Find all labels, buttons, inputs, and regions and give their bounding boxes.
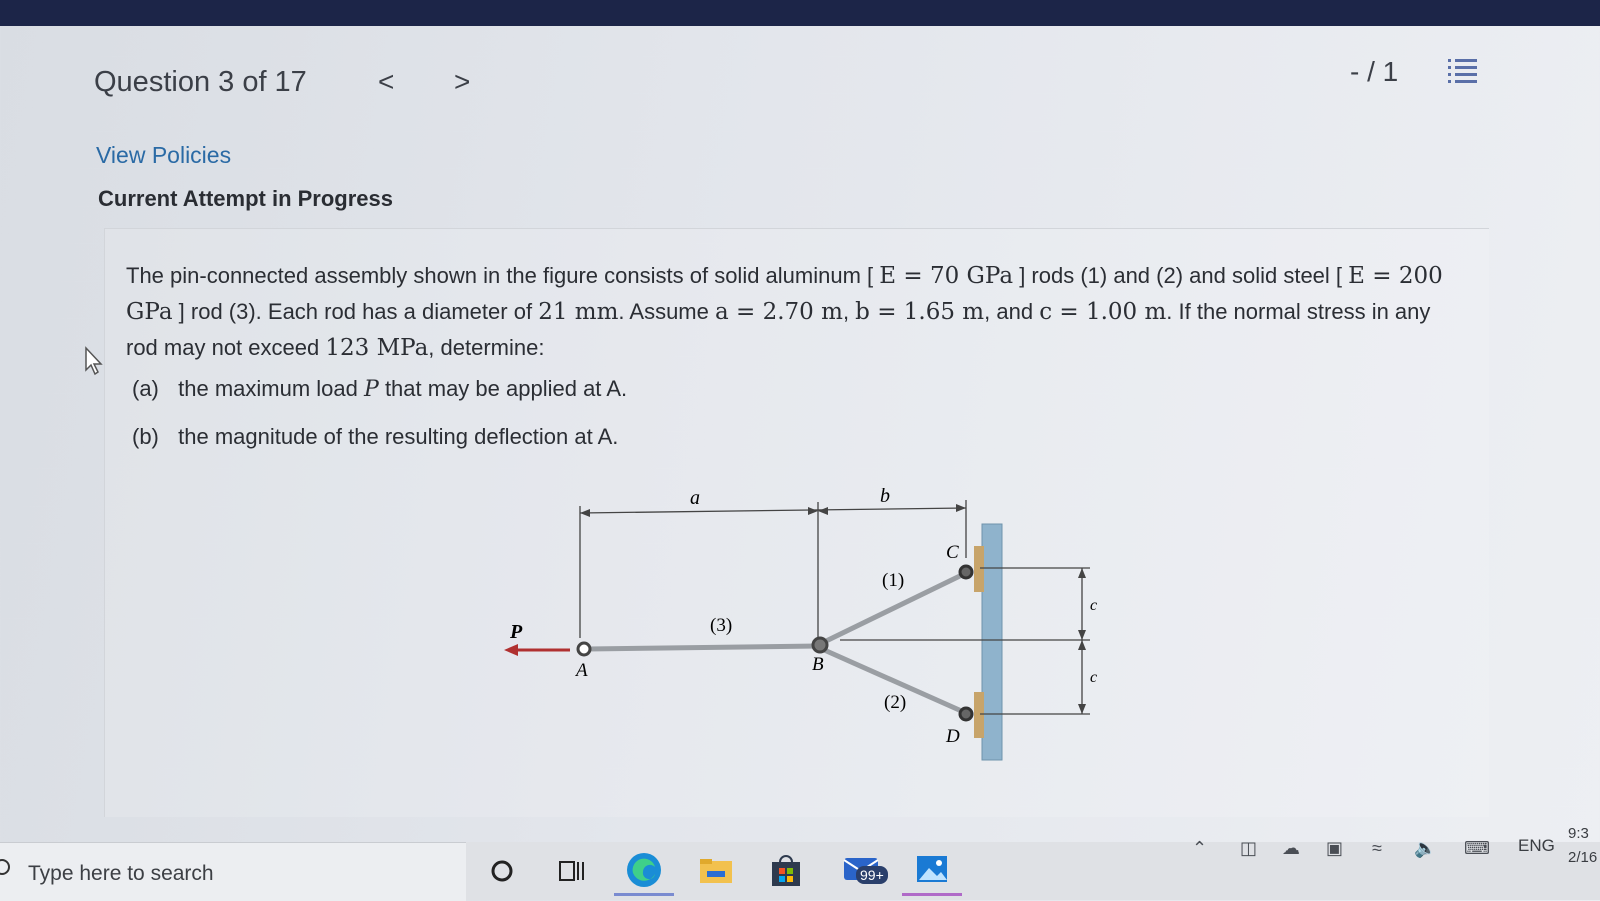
rod-diameter: 21 mm xyxy=(538,299,619,325)
assembly-figure xyxy=(500,488,1120,788)
load-arrowhead xyxy=(504,644,518,656)
attempt-status: Current Attempt in Progress xyxy=(98,186,394,211)
problem-text: The pin-connected assembly shown in the figure consists of solid aluminum [ xyxy=(126,263,874,288)
score-display: - / 1 xyxy=(1350,56,1399,87)
part-a-text: that may be applied at A. xyxy=(384,376,628,401)
view-policies-link[interactable]: View Policies xyxy=(96,142,232,168)
part-a-text: the maximum load xyxy=(178,376,358,401)
dimension-line xyxy=(580,508,966,513)
problem-text: ] rods (1) and (2) and solid steel [ xyxy=(1019,263,1343,288)
label-a: a xyxy=(690,488,700,509)
label-c-bottom: c xyxy=(1090,669,1098,686)
part-b-text: the magnitude of the resulting deflection at A. xyxy=(178,424,619,449)
meet-now-icon[interactable]: ◫ xyxy=(1240,838,1258,858)
label-point-b: B xyxy=(812,654,824,675)
problem-text: . Assume xyxy=(618,299,709,324)
bracket-c xyxy=(974,546,984,592)
system-clock[interactable] xyxy=(1568,822,1597,870)
clock-time: 9:3 xyxy=(1568,825,1589,842)
label-c-top: c xyxy=(1090,597,1098,614)
pin-a xyxy=(578,643,590,655)
mail-icon[interactable] xyxy=(832,846,892,896)
label-rod-2: (2) xyxy=(884,692,907,713)
edge-icon[interactable] xyxy=(614,846,674,896)
label-rod-1: (1) xyxy=(882,570,905,591)
bracket-d xyxy=(974,692,984,738)
label-b: b xyxy=(880,488,890,507)
part-a xyxy=(132,376,627,402)
problem-unit: GPa xyxy=(126,299,173,325)
dimension-a: a = 2.70 m xyxy=(715,299,843,325)
dimension-c: c = 1.00 m xyxy=(1039,299,1167,325)
clock-date: 2/16 xyxy=(1568,849,1598,866)
photos-icon[interactable] xyxy=(902,846,962,896)
window-top-bar xyxy=(0,0,1600,26)
label-point-d: D xyxy=(946,726,960,747)
previous-question-button[interactable]: < xyxy=(378,66,395,97)
part-a-variable: P xyxy=(364,377,379,402)
problem-line-2: GPa ] rod (3). Each rod has a diameter of 21 mm. Assume a = 2.70 m, b = 1.65 m, and c = 1.00 m. If the normal stress in any xyxy=(126,299,1431,325)
onedrive-icon[interactable]: ☁ xyxy=(1282,838,1300,858)
store-icon[interactable] xyxy=(756,846,816,896)
list-icon[interactable] xyxy=(1448,56,1478,86)
pin-b xyxy=(813,638,827,652)
part-a-label: (a) xyxy=(132,376,159,401)
support-wall xyxy=(982,524,1002,760)
part-b-label: (b) xyxy=(132,424,159,449)
problem-text: rod may not exceed xyxy=(126,335,320,360)
language-indicator[interactable]: ENG xyxy=(1518,836,1555,855)
steel-modulus: E = 200 xyxy=(1348,263,1443,289)
problem-text: , and xyxy=(984,299,1034,324)
search-icon xyxy=(0,858,14,880)
keyboard-icon[interactable]: ⌨ xyxy=(1464,838,1490,858)
question-title: Question 3 of 17 xyxy=(94,66,307,98)
wifi-icon[interactable]: ≈ xyxy=(1372,838,1382,858)
next-question-button[interactable]: > xyxy=(454,66,471,97)
problem-text: ] rod (3). Each rod has a diameter of xyxy=(178,299,533,324)
pin-d xyxy=(960,708,972,720)
problem-line-3 xyxy=(126,330,1476,366)
problem-line-1 xyxy=(126,258,1476,294)
task-view-icon[interactable] xyxy=(542,846,602,896)
taskbar-search-input[interactable]: Type here to search xyxy=(28,862,214,885)
part-b xyxy=(132,424,618,450)
question-header xyxy=(0,26,1600,136)
problem-text: , determine: xyxy=(428,335,545,360)
cortana-icon[interactable] xyxy=(472,846,532,896)
mail-badge: 99+ xyxy=(856,866,888,884)
dimension-b: b = 1.65 m xyxy=(855,299,985,325)
allowable-stress: 123 MPa xyxy=(325,335,429,361)
label-point-c: C xyxy=(946,542,959,563)
chevron-up-icon[interactable]: ⌃ xyxy=(1192,838,1208,858)
problem-text: . If the normal stress in any xyxy=(1166,299,1431,324)
label-p: P xyxy=(510,621,523,643)
rod-3 xyxy=(588,646,818,649)
pin-c xyxy=(960,566,972,578)
battery-icon[interactable]: ▣ xyxy=(1326,838,1344,858)
file-explorer-icon[interactable] xyxy=(686,846,746,896)
label-rod-3: (3) xyxy=(710,615,733,636)
aluminum-modulus: E = 70 GPa xyxy=(879,263,1014,289)
problem-statement xyxy=(126,258,1476,366)
cursor-icon xyxy=(84,346,106,376)
label-point-a: A xyxy=(576,660,588,681)
volume-icon[interactable]: 🔈 xyxy=(1414,838,1437,858)
